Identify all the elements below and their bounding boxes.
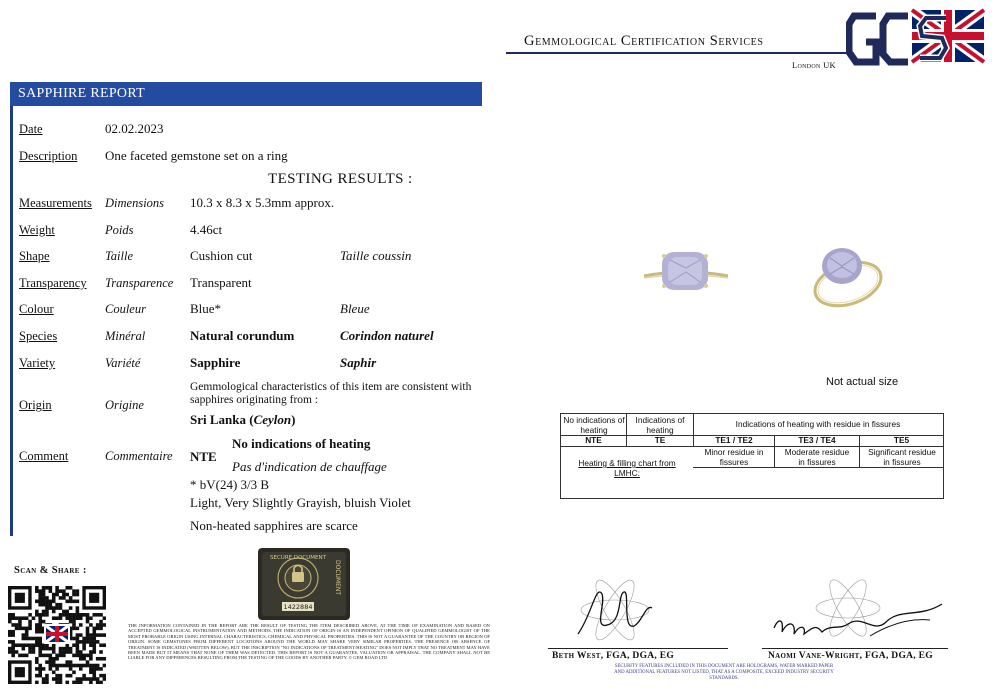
seal-serial-number: 1422884	[283, 603, 313, 611]
shape-label: Shape	[19, 249, 50, 263]
seal-top-text: SECURE DOCUMENT	[269, 555, 327, 561]
testing-results-heading: TESTING RESULTS :	[268, 171, 413, 187]
signatory-1-name: Beth West, FGA, DGA, EG	[552, 651, 675, 661]
colour-value: Blue*	[190, 301, 222, 316]
signature-2-graphic	[770, 574, 950, 648]
species-label-fr: Minéral	[105, 329, 146, 343]
variety-label-fr: Variété	[105, 356, 141, 370]
heating-col2-header: Indications of heating	[635, 415, 685, 435]
shape-value-fr: Taille coussin	[340, 248, 412, 263]
security-note: SECURITY FEATURES INCLUDED IN THIS DOCUMENT ARE HOLOGRAMS, WATER MARKED PAPER AND ADDITIONAL FEATURES NOT LISTED, THAT AS A COMPOSITE, EXCEED INDUSTRY SECURITY STANDARDS.	[614, 664, 834, 681]
species-value: Natural corundum	[190, 328, 295, 343]
heating-table-rule	[693, 467, 943, 468]
heating-code-te3-te4: TE3 / TE4	[798, 435, 836, 445]
variety-value-fr: Saphir	[340, 355, 377, 370]
ring-photo-front	[640, 238, 732, 308]
not-actual-size-caption: Not actual size	[826, 376, 899, 388]
heating-chart-note: Heating & filling chart from LMHC:	[578, 458, 676, 478]
signature-line-1	[548, 648, 728, 649]
transparency-label: Transparency	[19, 276, 87, 290]
hologram-seal-icon	[258, 548, 350, 620]
transparency-label-fr: Transparence	[105, 276, 174, 290]
report-number: 5783-379	[422, 167, 476, 182]
origin-label: Origin	[19, 398, 52, 412]
heating-code-nte: NTE	[585, 435, 602, 445]
organization-name: Gemmological Certification Services	[524, 33, 764, 49]
origin-close-paren: )	[291, 412, 296, 427]
origin-region: Ceylon	[253, 412, 292, 427]
heating-code-te1-te2: TE1 / TE2	[715, 435, 753, 445]
comment-label: Comment	[19, 449, 69, 463]
colour-label: Colour	[19, 302, 54, 316]
ring-angle-image	[806, 240, 888, 310]
origin-country: Sri Lanka (	[190, 412, 254, 427]
weight-label-fr: Poids	[105, 223, 134, 237]
heating-residue-moderate: Moderate residue in fissures	[784, 447, 850, 467]
measurements-label: Measurements	[19, 196, 92, 210]
colour-code: * bV(24) 3/3 B	[190, 477, 270, 492]
shape-label-fr: Taille	[105, 249, 134, 263]
qr-code[interactable]	[8, 586, 106, 684]
report-left-rule	[10, 82, 13, 536]
heating-code-te5: TE5	[893, 435, 910, 445]
heating-code-te: TE	[654, 435, 666, 445]
species-label: Species	[19, 329, 58, 343]
colour-value-fr: Bleue	[340, 301, 370, 316]
measurements-label-fr: Dimensions	[105, 196, 165, 210]
variety-label: Variety	[19, 356, 56, 370]
transparency-value: Transparent	[190, 275, 252, 290]
date-value: 02.02.2023	[105, 121, 164, 136]
security-seal	[258, 548, 350, 620]
comment-text-fr: Pas d'indication de chauffage	[232, 459, 387, 474]
heating-residue-minor: Minor residue in fissures	[704, 447, 764, 467]
ring-front-image	[640, 238, 732, 308]
scan-share-label: Scan & Share :	[14, 565, 87, 576]
colour-label-fr: Couleur	[105, 302, 146, 316]
ring-photo-angle	[806, 240, 888, 310]
organization-location: London UK	[792, 60, 836, 70]
weight-label: Weight	[19, 223, 55, 237]
signature-2	[770, 574, 950, 648]
heating-table	[560, 413, 944, 499]
measurements-value: 10.3 x 8.3 x 5.3mm approx.	[190, 195, 335, 210]
colour-description: Light, Very Slightly Grayish, bluish Violet	[190, 495, 411, 510]
heating-col1-header: No indications of heating	[563, 415, 625, 435]
origin-label-fr: Origine	[105, 398, 144, 412]
scarcity-note: Non-heated sapphires are scarce	[190, 518, 358, 533]
disclaimer-text: THE INFORMATION CONTAINED IN THE REPORT ARE THE RESULT OF TESTING THE ITEM DESCRIBED ABOVE, AT THE TIME OF EXAMINATION AND BASED ON ACCEPTED GEMMOLOGICAL INSTRUMENTATION AND METHODS. THE INDICATION OF ORIGIN IS AN INDEPENDENT OPINION OF QUALIFIED GEMMOLOGIST OF THE MOST PROBABLE ORIGIN USING INTERNAL CHARACTERISTICS, CHEMICAL AND PHYSICAL PROPERTIES. THIS IS NOT A GUARANTEE OF THE COUNTRY OR REGION OF ORIGIN. SOME GEMSTONES FROM DIFFERENT LOCATIONS AROUND THE WORLD MAY SHARE VERY SIMILAR PROPERTIES. THE PRESENCE OR ABSENCE OF TREATMENT IS INDICATED (WRITTEN BELOW), BUT THE INSCRIPTION "NO INDICATIONS OF TREATMENT/HEATING" DOES NOT IMPLY THAT NO TREATMENT MAY HAVE BEEN MADE BUT IT MEANS THAT NONE OF THEM WAS DETECTED. THIS REPORT IS NOT A GUARANTEE, VALUATION OR APPRAISAL. THE COMPANY SHALL NOT BE LIABLE FOR ANY DIFFERENCES RESULTING FROM THE TESTING OF THE GOODS BY ANOTHER PARTY. © GEM ROAD LTD	[128, 623, 490, 661]
signature-line-2	[762, 648, 948, 649]
origin-value	[190, 412, 295, 428]
heating-span-header: Indications of heating with residue in fissures	[735, 419, 901, 429]
weight-value: 4.46ct	[190, 222, 223, 237]
comment-code: NTE	[190, 449, 217, 464]
report-title: SAPPHIRE REPORT	[18, 86, 145, 101]
heating-residue-significant: Significant residue in fissures	[868, 447, 936, 467]
gcs-logo	[846, 8, 986, 68]
origin-note-line1: Gemmological characteristics of this item are consistent with	[190, 381, 472, 393]
species-value-fr: Corindon naturel	[340, 328, 434, 343]
qr-code-icon	[8, 586, 106, 684]
seal-side-text: DOCUMENT	[334, 560, 341, 596]
variety-value: Sapphire	[190, 355, 241, 370]
gcs-logo-icon	[846, 8, 986, 68]
description-value: One faceted gemstone set on a ring	[105, 148, 288, 163]
shape-value: Cushion cut	[190, 248, 253, 263]
signature-1	[572, 574, 658, 646]
comment-text: No indications of heating	[232, 436, 371, 451]
date-label: Date	[19, 122, 43, 136]
header-rule	[506, 52, 848, 54]
description-label: Description	[19, 149, 78, 163]
signatory-2-name: Naomi Vane-Wright, FGA, DGA, EG	[768, 651, 933, 661]
signature-1-graphic	[572, 574, 658, 646]
comment-label-fr: Commentaire	[105, 449, 173, 463]
origin-note-line2: sapphires originating from :	[190, 394, 319, 406]
